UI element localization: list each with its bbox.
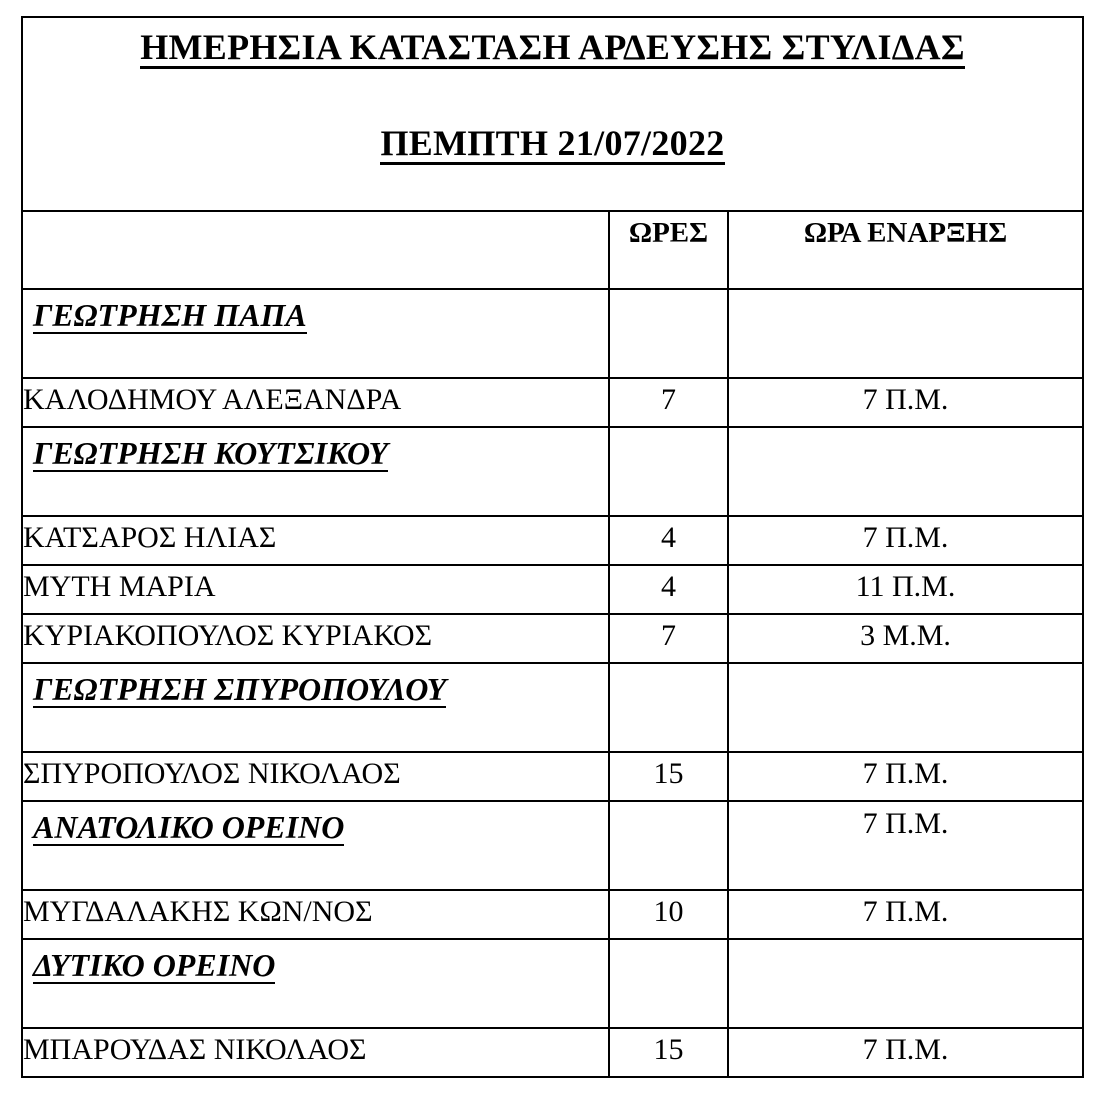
entry-hours: 4: [661, 570, 676, 603]
entry-hours: 4: [661, 521, 676, 554]
section-name-cell: [22, 801, 609, 890]
section-start-cell: [728, 939, 1083, 1028]
entry-start-cell: [728, 378, 1083, 427]
entry-hours: 7: [661, 383, 676, 416]
document-title: ΗΜΕΡΗΣΙΑ ΚΑΤΑΣΤΑΣΗ ΑΡΔΕΥΣΗΣ ΣΤΥΛΙΔΑΣ: [140, 27, 965, 67]
entry-row: [22, 516, 1083, 565]
entry-name: ΜΥΓΔΑΛΑΚΗΣ ΚΩΝ/ΝΟΣ: [23, 895, 373, 928]
section-start-time: [729, 664, 1082, 669]
section-start-cell: [728, 801, 1083, 890]
entry-name-cell: [22, 752, 609, 801]
column-header-row: [22, 211, 1083, 289]
section-start-cell: [728, 289, 1083, 378]
entry-name: ΚΑΛΟΔΗΜΟΥ ΑΛΕΞΑΝΔΡΑ: [23, 383, 402, 416]
column-header-name-label: [23, 212, 608, 217]
section-row: [22, 663, 1083, 752]
section-start-cell: [728, 427, 1083, 516]
entry-row: [22, 614, 1083, 663]
entry-start-time: 11 Π.Μ.: [855, 570, 956, 603]
entry-row: [22, 378, 1083, 427]
section-name: ΓΕΩΤΡΗΣΗ ΣΠΥΡΟΠΟΥΛΟΥ: [33, 671, 447, 707]
entry-start-cell: [728, 614, 1083, 663]
entry-hours-cell: [609, 565, 728, 614]
entry-name-cell: [22, 614, 609, 663]
column-header-name: [22, 211, 609, 289]
entry-name-cell: [22, 565, 609, 614]
irrigation-schedule-table: [21, 16, 1084, 1078]
table-body: [22, 17, 1083, 1077]
entry-hours: 15: [653, 1033, 684, 1066]
section-start-time: [729, 940, 1082, 945]
entry-name: ΚΥΡΙΑΚΟΠΟΥΛΟΣ ΚΥΡΙΑΚΟΣ: [23, 619, 433, 652]
section-row: [22, 801, 1083, 890]
section-hours-cell: [609, 427, 728, 516]
entry-name: ΜΥΤΗ ΜΑΡΙΑ: [23, 570, 216, 603]
entry-name: ΜΠΑΡΟΥΔΑΣ ΝΙΚΟΛΑΟΣ: [23, 1033, 367, 1066]
entry-hours-cell: [609, 378, 728, 427]
entry-start-cell: [728, 565, 1083, 614]
entry-row: [22, 565, 1083, 614]
entry-row: [22, 1028, 1083, 1077]
entry-start-time: 3 Μ.Μ.: [860, 619, 951, 652]
column-header-hours: [609, 211, 728, 289]
section-start-time: 7 Π.Μ.: [862, 807, 949, 840]
section-name: ΔΥΤΙΚΟ ΟΡΕΙΝΟ: [33, 947, 276, 983]
section-start-time: [729, 290, 1082, 295]
entry-start-time: 7 Π.Μ.: [862, 757, 949, 790]
entry-start-cell: [728, 752, 1083, 801]
entry-start-time: 7 Π.Μ.: [862, 521, 949, 554]
entry-start-time: 7 Π.Μ.: [862, 383, 949, 416]
entry-start-time: 7 Π.Μ.: [862, 1033, 949, 1066]
entry-name-cell: [22, 378, 609, 427]
entry-name-cell: [22, 890, 609, 939]
entry-start-time: 7 Π.Μ.: [862, 895, 949, 928]
column-header-start-label: ΩΡΑ ΕΝΑΡΞΗΣ: [803, 217, 1008, 249]
document-date: ΠΕΜΠΤΗ 21/07/2022: [380, 123, 725, 163]
section-hours-cell: [609, 663, 728, 752]
entry-hours: 15: [653, 757, 684, 790]
entry-name: ΚΑΤΣΑΡΟΣ ΗΛΙΑΣ: [23, 521, 277, 554]
section-name-cell: [22, 939, 609, 1028]
title-row: [22, 17, 1083, 211]
section-name: ΓΕΩΤΡΗΣΗ ΠΑΠΑ: [33, 297, 307, 333]
column-header-hours-label: ΩΡΕΣ: [628, 217, 709, 249]
section-row: [22, 289, 1083, 378]
entry-row: [22, 890, 1083, 939]
section-start-time: [729, 428, 1082, 433]
entry-name: ΣΠΥΡΟΠΟΥΛΟΣ ΝΙΚΟΛΑΟΣ: [23, 757, 401, 790]
entry-hours: 10: [653, 895, 684, 928]
entry-row: [22, 752, 1083, 801]
section-name-cell: [22, 427, 609, 516]
section-name: ΓΕΩΤΡΗΣΗ ΚΟΥΤΣΙΚΟΥ: [33, 435, 388, 471]
section-row: [22, 427, 1083, 516]
section-row: [22, 939, 1083, 1028]
entry-hours-cell: [609, 1028, 728, 1077]
entry-start-cell: [728, 890, 1083, 939]
section-name-cell: [22, 663, 609, 752]
entry-start-cell: [728, 516, 1083, 565]
section-name-cell: [22, 289, 609, 378]
section-hours-cell: [609, 939, 728, 1028]
section-hours-cell: [609, 801, 728, 890]
entry-hours-cell: [609, 752, 728, 801]
section-start-cell: [728, 663, 1083, 752]
entry-name-cell: [22, 516, 609, 565]
column-header-start: [728, 211, 1083, 289]
entry-start-cell: [728, 1028, 1083, 1077]
entry-hours-cell: [609, 516, 728, 565]
section-hours-cell: [609, 289, 728, 378]
section-name: ΑΝΑΤΟΛΙΚΟ ΟΡΕΙΝΟ: [33, 809, 345, 845]
entry-hours-cell: [609, 614, 728, 663]
entry-hours: 7: [661, 619, 676, 652]
entry-hours-cell: [609, 890, 728, 939]
entry-name-cell: [22, 1028, 609, 1077]
title-cell: [22, 17, 1083, 211]
